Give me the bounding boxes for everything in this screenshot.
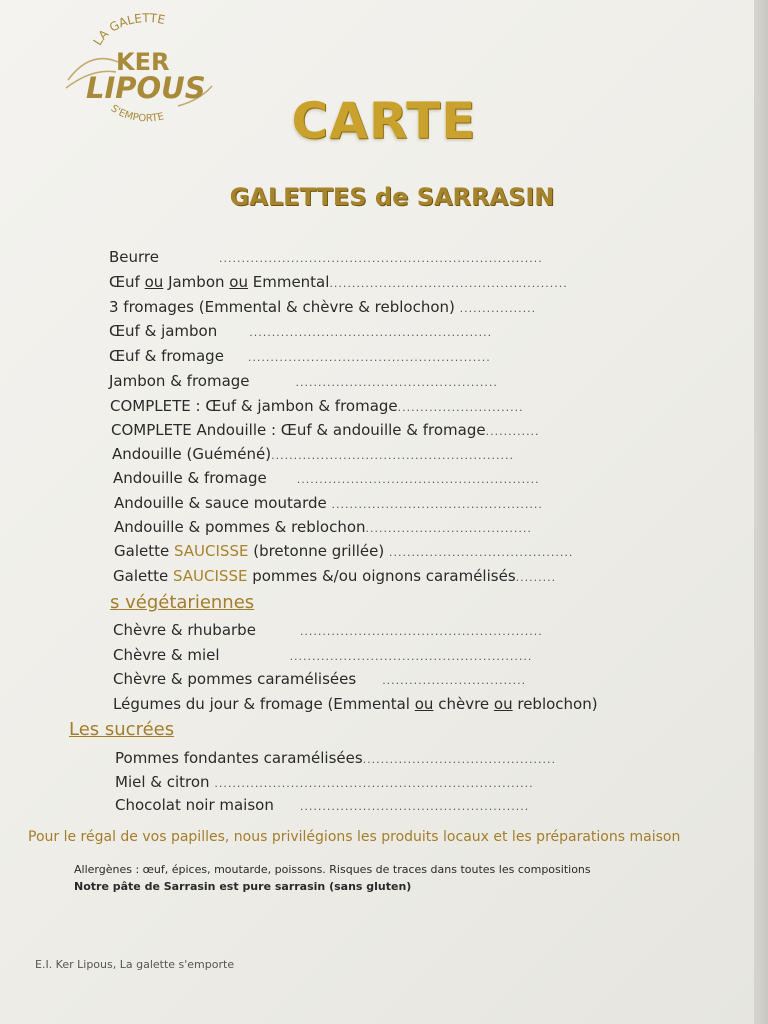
item-name-part: Galette [113,567,173,585]
item-name: Œuf & jambon [109,322,218,340]
item-name: Andouille & pommes & reblochon [114,518,366,536]
menu-item [111,420,540,442]
menu-item [110,396,524,418]
item-name: Andouille & sauce moutarde [114,494,327,512]
item-name-part: chèvre [433,695,494,713]
item-dots: ...................................................... [271,449,514,462]
menu-item [112,444,514,466]
item-name: COMPLETE : Œuf & jambon & fromage [110,397,398,415]
allergens-note: Allergènes : œuf, épices, moutarde, poissons. Risques de traces dans toutes les compositions [74,863,591,876]
item-name: COMPLETE Andouille : Œuf & andouille & fromage [111,421,486,439]
menu-item [109,371,498,393]
item-dots: ............................................... [331,498,543,511]
item-dots: ........................................... [362,753,557,766]
item-underlined-or: ou [229,273,248,291]
item-name: Chèvre & rhubarbe [113,621,256,639]
item-dots: ...................................................... [247,351,491,364]
item-name: Andouille (Guéméné) [112,445,272,463]
menu-item [115,795,529,817]
item-underlined-or: ou [414,695,434,713]
menu-item [114,517,532,539]
menu-item [115,748,556,770]
item-name-part: Jambon [163,273,230,291]
company-footer: E.I. Ker Lipous, La galette s'emporte [35,958,235,971]
menu-item [109,346,491,368]
menu-item [113,694,598,714]
menu-item [113,669,526,691]
local-products-note: Pour le régal de vos papilles, nous privilégions les produits locaux et les préparations maison [28,829,681,845]
menu-item [109,297,536,319]
item-dots: ............................................. [295,376,498,389]
item-dots: ...................................................... [289,650,533,663]
item-dots: ..................................... [365,522,532,535]
item-underlined-or: ou [493,695,513,713]
item-dots: ........................................................................ [219,252,543,265]
item-dots: ....................................................................... [214,777,534,790]
menu-item [109,321,492,343]
paper-edge [754,0,768,1024]
item-name: Chèvre & pommes caramélisées [113,670,357,688]
item-name: Miel & citron [115,773,210,791]
logo-bottom-text: S'EMPORTE [108,103,166,125]
menu-item [114,541,573,563]
item-dots: ................. [459,302,537,315]
item-name-part: Légumes du jour & fromage (Emmental [113,695,415,713]
item-name-part: reblochon) [512,695,598,713]
section-title-galettes: GALETTES de SARRASIN [229,183,555,211]
item-name-part: (bretonne grillée) [248,542,385,560]
item-highlight: SAUCISSE [172,567,248,585]
gluten-note: Notre pâte de Sarrasin est pure sarrasin (sans gluten) [74,880,412,893]
menu-item [109,247,543,269]
item-name: Jambon & fromage [109,372,250,390]
item-name: Chèvre & miel [113,646,220,664]
item-name: Chocolat noir maison [115,796,274,814]
logo-line2: LIPOUS [86,71,206,105]
item-name: 3 fromages (Emmental & chèvre & reblochon) [109,298,455,316]
item-dots: ............................ [397,401,524,414]
item-underlined-or: ou [144,273,164,291]
item-name: Pommes fondantes caramélisées [115,749,363,767]
menu-item [113,620,543,642]
item-name: Œuf & fromage [109,347,224,365]
item-dots: ................................................... [299,800,530,813]
item-dots: ................................ [382,674,527,687]
item-name-part: Emmental [247,273,330,291]
item-dots: ......................................... [389,546,574,559]
page-title: CARTE [291,92,477,150]
logo-top-text: LA GALETTE [90,11,167,48]
item-name-part: pommes &/ou oignons caramélisés [247,567,516,585]
logo-line1: KER [116,48,170,76]
item-name: Beurre [109,248,159,266]
menu-item [114,493,543,515]
item-name: Andouille & fromage [113,469,267,487]
menu-item [115,772,534,794]
item-dots: ..................................................... [329,277,568,290]
item-dots: ...................................................... [299,625,543,638]
item-highlight: SAUCISSE [173,542,249,560]
menu-item [113,645,532,667]
section-heading-sweet: Les sucrées [69,719,175,740]
menu-item [113,468,540,490]
item-dots: ...................................................... [296,473,540,486]
menu-item [109,272,568,294]
menu-item [113,566,556,588]
item-name-part: Galette [114,542,174,560]
item-dots: ......... [515,571,557,584]
section-heading-vegetarian: s végétariennes [110,592,255,613]
item-name-part: Œuf [109,273,145,291]
item-dots: ............ [485,425,540,438]
item-dots: ...................................................... [249,326,493,339]
